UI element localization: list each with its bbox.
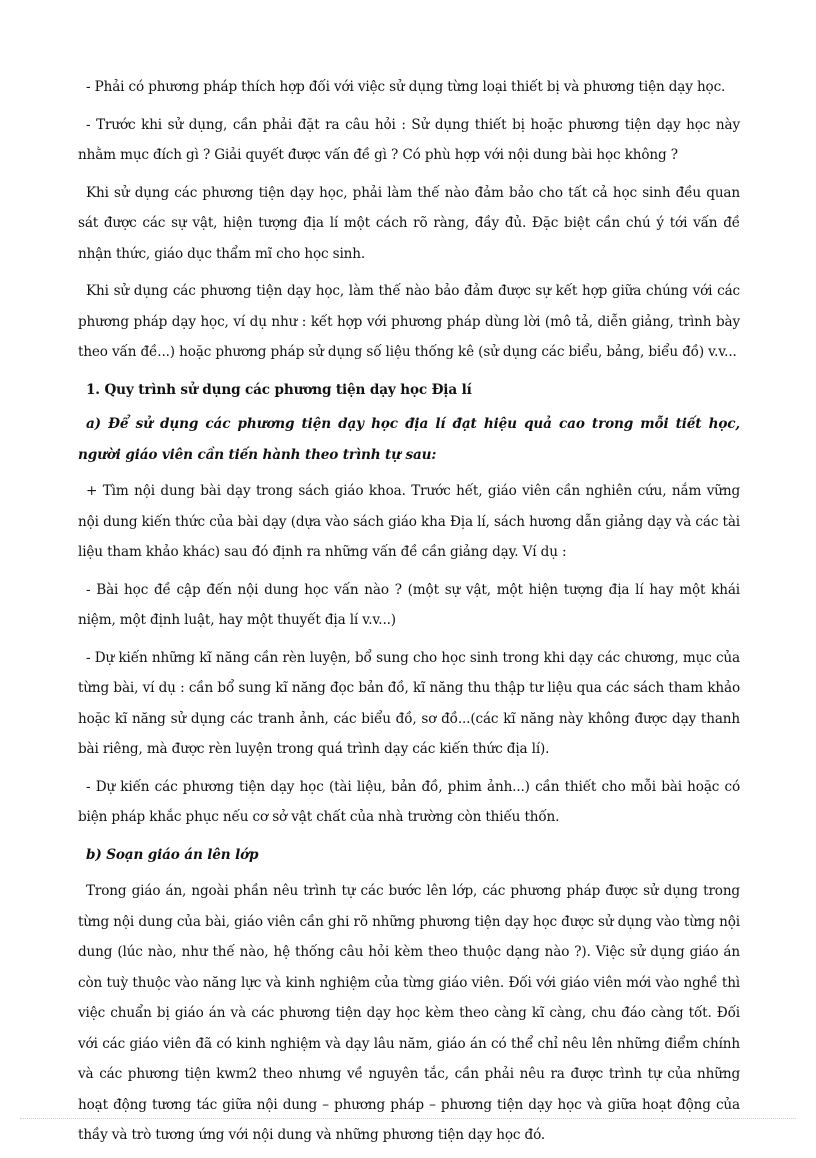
paragraph-lesson-plan: Trong giáo án, ngoài phần nêu trình tự các bước lên lớp, các phương pháp được sử dụng trong từng nội dung của bài, giáo viên cần ghi rõ những phương tiện dạy học được sử dụng vào từng nội dung (lúc nào, như thế nào, hệ thống câu hỏi kèm theo thuộc dạng nào ?). Việc sử dụng giáo án còn tuỳ thuộc vào năng lực và kinh nghiệm của từng giáo viên. Đối với giáo viên mới vào nghề thì việc chuẩn bị giáo án và các phương tiện dạy học kèm theo càng kĩ càng, chu đáo càng tốt. Đối với các giáo viên đã có kinh nghiệm và dạy lâu năm, giáo án có thể chỉ nêu lên những điểm chính và các phương tiện kwm2 theo nhưng về nguyên tắc, cần phải nêu ra được trình tự của những hoạt động tương tác giữa nội dung – phương pháp – phương tiện dạy học và giữa hoạt động của thầy và trò tương ứng với nội dung và những phương tiện dạy học đó. <box>78 883 740 1143</box>
paragraph-observation: Khi sử dụng các phương tiện dạy học, phải làm thế nào đảm bảo cho tất cả học sinh đều quan sát được các sự vật, hiện tượng địa lí một cách rõ ràng, đầy đủ. Đặc biệt cần chú ý tới vấn đề nhận thức, giáo dục thẩm mĩ cho học sinh. <box>78 184 740 262</box>
paragraph-method-note: - Phải có phương pháp thích hợp đối với việc sử dụng từng loại thiết bị và phương tiện dạy học. <box>86 79 726 95</box>
paragraph-find-content: + Tìm nội dung bài dạy trong sách giáo khoa. Trước hết, giáo viên cần nghiên cứu, nắm vững nội dung kiến thức của bài dạy (dựa vào sách giáo kha Địa lí, sách hương dẫn giảng dạy và các tài liệu tham khảo khác) sau đó định ra những vấn đề cần giảng dạy. Ví dụ : <box>78 483 740 560</box>
paragraph-skills: - Dự kiến những kĩ năng cần rèn luyện, bổ sung cho học sinh trong khi dạy các chương, mục của từng bài, ví dụ : cần bổ sung kĩ năng đọc bản đồ, kĩ năng thu thập tư liệu qua các sách tham khảo hoặc kĩ năng sử dụng các tranh ảnh, các biểu đồ, sơ đồ...(các kĩ năng này không được dạy thanh bài riêng, mà được rèn luyện trong quá trình dạy các kiến thức địa lí). <box>78 649 740 757</box>
subheading-a: a) Để sử dụng các phương tiện dạy học địa lí đạt hiệu quả cao trong mỗi tiết học, người giáo viên cần tiến hành theo trình tự sau: <box>78 416 740 463</box>
paragraph-question-note: - Trước khi sử dụng, cần phải đặt ra câu hỏi : Sử dụng thiết bị hoặc phương tiện dạy học này nhằm mục đích gì ? Giải quyết được vấn đề gì ? Có phù hợp với nội dung bài học không ? <box>78 116 740 163</box>
paragraph-lesson-topic: - Bài học đề cập đến nội dung học vấn nào ? (một sự vật, một hiện tượng địa lí hay một khái niệm, một định luật, hay một thuyết địa lí v.v...) <box>78 581 740 628</box>
page-bottom-divider <box>20 1118 796 1119</box>
paragraph-combination: Khi sử dụng các phương tiện dạy học, làm thế nào bảo đảm được sự kết hợp giữa chúng với các phương pháp dạy học, ví dụ như : kết hợp với phương pháp dùng lời (mô tả, diễn giảng, trình bày theo vấn đề...) hoặc phương pháp sử dụng số liệu thống kê (sử dụng các biểu, bảng, biểu đồ) v.v... <box>78 283 740 360</box>
document-page <box>78 72 740 1158</box>
paragraph-media-plan: - Dự kiến các phương tiện dạy học (tài liệu, bản đồ, phim ảnh...) cần thiết cho mỗi bài hoặc có biện pháp khắc phục nếu cơ sở vật chất của nhà trường còn thiếu thốn. <box>78 778 740 825</box>
section-heading-1: 1. Quy trình sử dụng các phương tiện dạy học Địa lí <box>86 381 472 398</box>
subheading-b: b) Soạn giáo án lên lớp <box>86 846 259 863</box>
